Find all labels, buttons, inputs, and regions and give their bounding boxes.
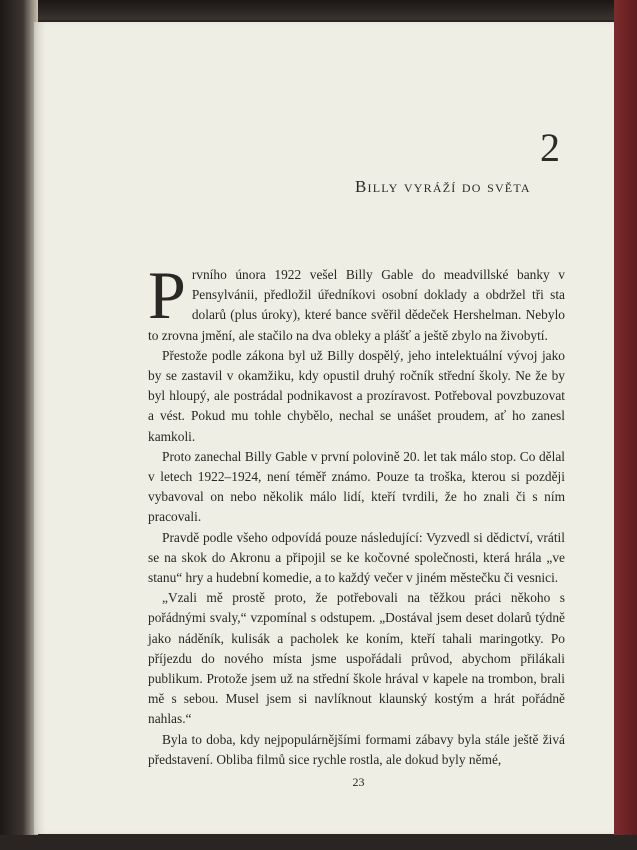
book-cover-edge bbox=[614, 0, 637, 850]
chapter-number: 2 bbox=[540, 125, 560, 170]
drop-cap: P bbox=[148, 257, 186, 333]
chapter-title: Billy vyráží do světa bbox=[355, 177, 531, 196]
paragraph-1 bbox=[148, 257, 565, 346]
paragraph-6: Byla to doba, kdy nejpopulárnějšími formami zábavy byla stále ještě živá představení. Obliba filmů sice rychle rostla, ale dokud byly němé, bbox=[148, 731, 565, 767]
chapter-body bbox=[148, 257, 565, 770]
paragraph-4: Pravdě podle všeho odpovídá pouze následující: Vyzvedl si dědictví, vrátil se na skok do Akronu a připojil se ke kočovné společnosti, která hrála „ve stanu“ hry a hudební komedie, a to každý večer v jiném městečku či vesnici. bbox=[148, 529, 565, 586]
scan-top-edge bbox=[0, 0, 637, 20]
paragraph-5: „Vzali mě prostě proto, že potřebovali na těžkou práci někoho s pořádnými svaly,“ vzpomínal s odstupem. „Dostával jsem deset dolarů týdně jako náděník, kulisák a pacholek ke koním, kteří tahali maringotky. Po příjezdu do nového místa jsme uspořádali průvod, abychom přilákali publikum. Protože jsem už na střední škole hrával v kapele na trombon, brali mě s sebou. Musel jsem si navlíknout klaunský kostým a hrát pořádně nahlas.“ bbox=[148, 590, 565, 727]
paragraph-1-text: rvního února 1922 vešel Billy Gable do meadvillské banky v Pensylvánii, předložil úředníkovi osobní doklady a obdržel tři sta dolarů (plus úroky), které bance svěřil dědeček Hershelman. Nebylo to zrovna jmění, ale stačilo na dva obleky a plášť a ještě zbylo na živobytí. bbox=[148, 267, 565, 343]
paragraph-3: Proto zanechal Billy Gable v první polovině 20. let tak málo stop. Co dělal v letech 1922–1924, není téměř známo. Pouze ta troška, kterou si později vybavoval on nebo několik málo lidí, kteří tvrdili, že ho znali či s ním pracovali. bbox=[148, 448, 565, 525]
book-spine-shadow bbox=[0, 0, 38, 850]
paragraph-2: Přestože podle zákona byl už Billy dospělý, jeho intelektuální vývoj jako by se zastavil v okamžiku, kdy opustil druhý ročník střední školy. Ne že by byl hloupý, ale postrádal podnikavost a prozíravost. Potřeboval povzbuzovat a vést. Pokud mu tohle chybělo, nechal se unášet proudem, ať ho zanesl kamkoli. bbox=[148, 347, 565, 444]
scan-bottom-edge bbox=[0, 835, 637, 850]
page-number: 23 bbox=[352, 775, 365, 789]
